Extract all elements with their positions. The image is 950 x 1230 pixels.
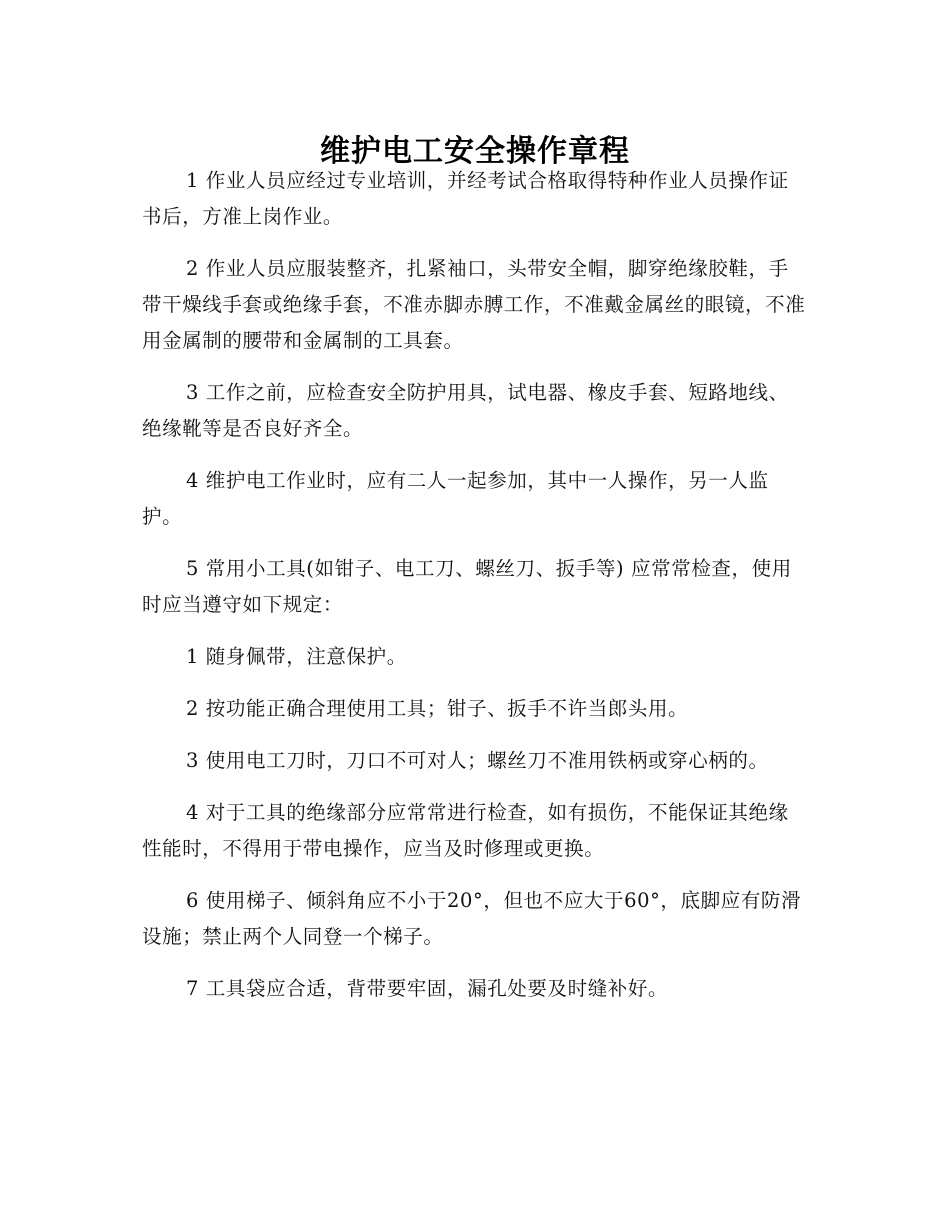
paragraph-5-sub-3: 3 使用电工刀时，刀口不可对人；螺丝刀不准用铁柄或穿心柄的。 bbox=[186, 749, 769, 772]
paragraph-5-sub-2: 2 按功能正确合理使用工具；钳子、扳手不许当郎头用。 bbox=[186, 697, 689, 720]
paragraph-5-sub-1: 1 随身佩带，注意保护。 bbox=[186, 645, 407, 668]
paragraph-3: 3 工作之前，应检查安全防护用具，试电器、橡皮手套、短路地线、绝缘靴等是否良好齐全。 bbox=[142, 381, 789, 440]
document-body bbox=[142, 163, 806, 1023]
paragraph-1: 1 作业人员应经过专业培训，并经考试合格取得特种作业人员操作证书后，方准上岗作业。 bbox=[142, 169, 789, 228]
paragraph-4: 4 维护电工作业时，应有二人一起参加，其中一人操作，另一人监护。 bbox=[142, 469, 769, 528]
paragraph-2: 2 作业人员应服装整齐，扎紧袖口，头带安全帽，脚穿绝缘胶鞋，手带干燥线手套或绝缘手套，不准赤脚赤膊工作，不准戴金属丝的眼镜，不准用金属制的腰带和金属制的工具套。 bbox=[142, 257, 806, 352]
paragraph-5: 5 常用小工具(如钳子、电工刀、螺丝刀、扳手等) 应常常检查，使用时应当遵守如下规定： bbox=[142, 557, 792, 616]
paragraph-6: 6 使用梯子、倾斜角应不小于20°，但也不应大于60°，底脚应有防滑设施；禁止两个人同登一个梯子。 bbox=[142, 889, 802, 948]
paragraph-7: 7 工具袋应合适，背带要牢固，漏孔处要及时缝补好。 bbox=[186, 977, 669, 1000]
paragraph-5-sub-4: 4 对于工具的绝缘部分应常常进行检查，如有损伤，不能保证其绝缘性能时，不得用于带电操作，应当及时修理或更换。 bbox=[142, 801, 789, 860]
document-title: 维护电工安全操作章程 bbox=[320, 134, 630, 170]
